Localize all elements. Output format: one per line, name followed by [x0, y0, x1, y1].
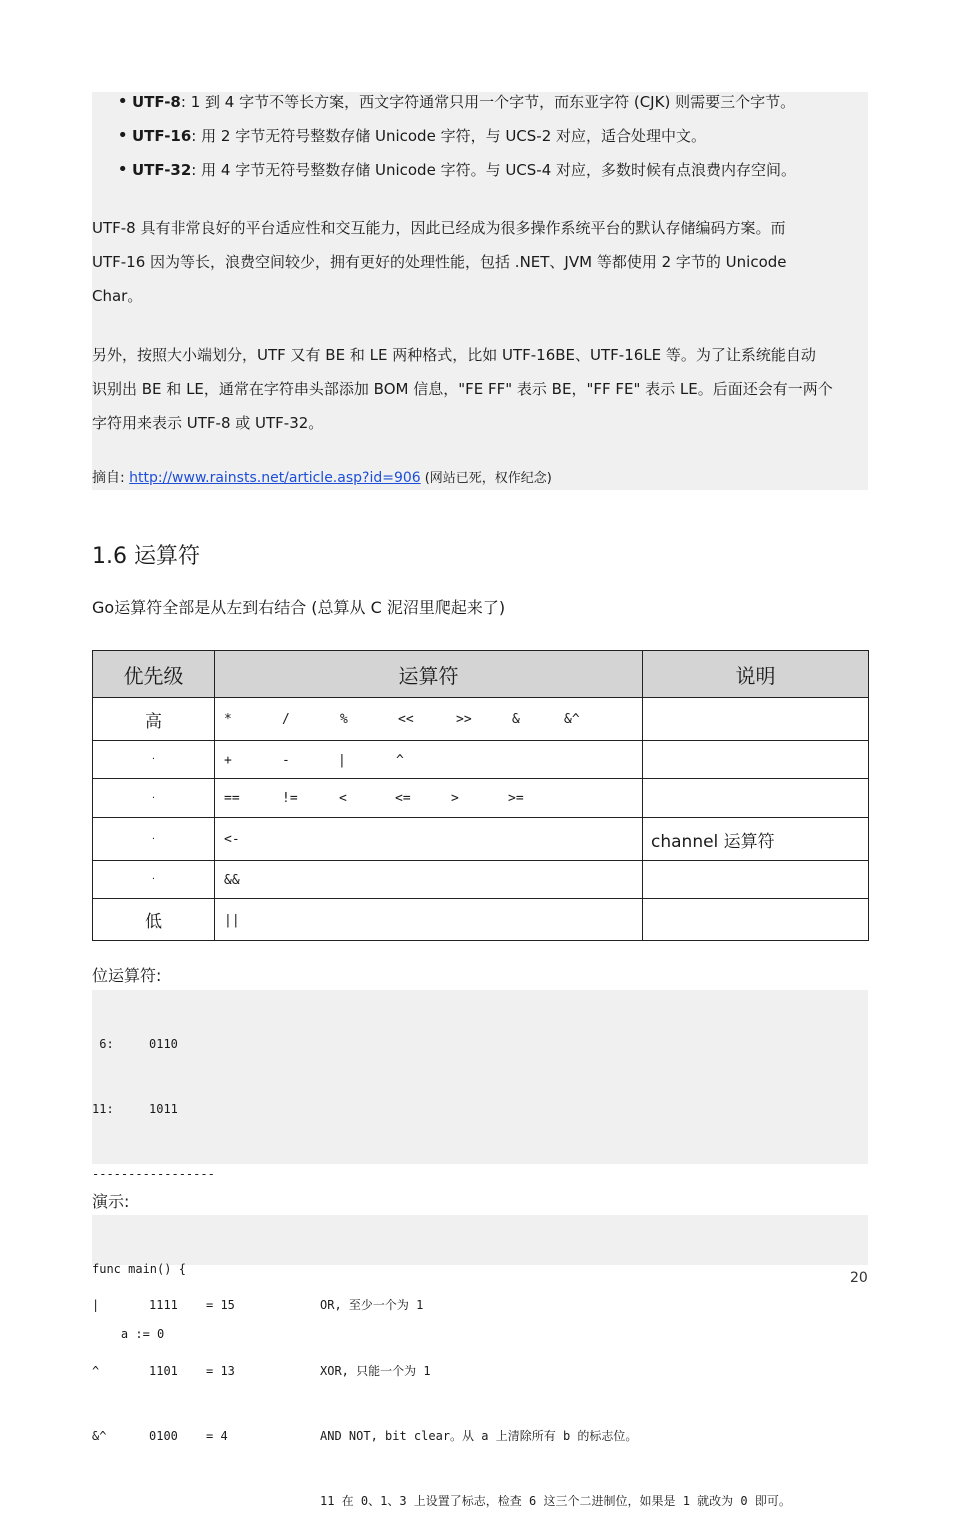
- operator: /: [282, 712, 290, 727]
- priority-cell: ·: [93, 741, 215, 779]
- priority-cell: 高: [93, 698, 215, 741]
- operators-cell: [215, 698, 643, 741]
- operator: |: [338, 752, 346, 768]
- section-heading: 1.6 运算符: [92, 544, 201, 569]
- source-link[interactable]: http://www.rainsts.net/article.asp?id=906: [129, 470, 421, 486]
- code-line: &^ 0100 = 4 AND NOT, bit clear。从 a 上清除所有 b 的标志位。: [92, 1428, 638, 1443]
- paragraph-utf8-summary: UTF-8 具有非常良好的平台适应性和交互能力，因此已经成为很多操作系统平台的默认存储编码方案。而 UTF-16 因为等长，浪费空间较少，拥有更好的处理性能，包括 .NET、JVM 等都使用 2 字节的 Unicode Char。: [92, 219, 787, 305]
- operator: >: [451, 791, 459, 806]
- priority-cell: ·: [93, 818, 215, 861]
- operator: <=: [395, 791, 411, 806]
- operators-cell: [215, 818, 643, 861]
- operator: <<: [398, 712, 414, 727]
- priority-cell: 低: [93, 899, 215, 941]
- operator: &&: [224, 872, 240, 888]
- header-priority: 优先级: [93, 651, 215, 698]
- bullet-utf32: • UTF-32: 用 4 字节无符号整数存储 Unicode 字符。与 UCS-4 对应，多数时候有点浪费内存空间。: [117, 159, 797, 180]
- description-cell: [643, 899, 869, 941]
- operator: >>: [456, 712, 472, 727]
- code-line: a := 0: [92, 1326, 165, 1341]
- code-line: -----------------: [92, 1167, 215, 1182]
- operator: +: [224, 752, 232, 768]
- operator: >=: [508, 791, 524, 806]
- operators-cell: [215, 861, 643, 899]
- operator: ||: [224, 912, 240, 928]
- description-cell: channel 运算符: [643, 818, 869, 861]
- table-row: [93, 741, 869, 779]
- operator: *: [224, 712, 232, 727]
- header-description: 说明: [643, 651, 869, 698]
- bullet-utf8: • UTF-8: 1 到 4 字节不等长方案，西文字符通常只用一个字节，而东亚字符 (CJK) 则需要三个字节。: [117, 91, 796, 112]
- operator: &: [512, 712, 520, 727]
- table-row: [93, 899, 869, 941]
- description-cell: [643, 861, 869, 899]
- description-cell: [643, 779, 869, 818]
- operator: &^: [564, 712, 580, 727]
- operator: ==: [224, 791, 240, 806]
- code-line: 11: 1011: [92, 1101, 178, 1116]
- table-row: [93, 779, 869, 818]
- operator: %: [340, 712, 348, 727]
- table-row: [93, 818, 869, 861]
- operator: <-: [224, 832, 240, 847]
- operator-precedence-table: [92, 650, 869, 941]
- code-line: ^ 1101 = 13 XOR, 只能一个为 1: [92, 1363, 431, 1378]
- code-line: | 1111 = 15 OR, 至少一个为 1: [92, 1298, 424, 1313]
- code-line: 11 在 0、1、3 上设置了标志，检查 6 这三个二进制位，如果是 1 就改为 0 即可。: [320, 1494, 791, 1509]
- code-line: func main() {: [92, 1261, 186, 1276]
- description-cell: [643, 741, 869, 779]
- description-cell: [643, 698, 869, 741]
- header-operators: 运算符: [215, 651, 643, 698]
- operators-cell: [215, 741, 643, 779]
- operator: <: [339, 791, 347, 806]
- table-row: [93, 698, 869, 741]
- operator: ^: [396, 752, 404, 768]
- operators-cell: [215, 779, 643, 818]
- bullet-utf16: • UTF-16: 用 2 字节无符号整数存储 Unicode 字符，与 UCS-2 对应，适合处理中文。: [117, 125, 707, 146]
- priority-cell: ·: [93, 779, 215, 818]
- page-number: 20: [850, 1270, 868, 1286]
- priority-cell: ·: [93, 861, 215, 899]
- demo-label: 演示:: [92, 1192, 130, 1211]
- bitops-label: 位运算符:: [92, 966, 162, 985]
- table-row: [93, 861, 869, 899]
- operators-cell: [215, 899, 643, 941]
- table-header-row: [93, 651, 869, 698]
- operator: !=: [282, 791, 298, 806]
- source-citation: 摘自: http://www.rainsts.net/article.asp?id=906 (网站已死，权作纪念): [92, 470, 552, 486]
- intro-text: Go运算符全部是从左到右结合 (总算从 C 泥沼里爬起来了): [92, 598, 506, 617]
- code-line: 6: 0110: [92, 1036, 178, 1051]
- operator: -: [282, 752, 290, 768]
- paragraph-byte-order: 另外，按照大小端划分，UTF 又有 BE 和 LE 两种格式，比如 UTF-16BE、UTF-16LE 等。为了让系统能自动 识别出 BE 和 LE，通常在字符串头部添加 BOM 信息，"FE FF" 表示 BE，"FF FE" 表示 LE。后面还会有一两个 字符用来表示 UTF-8 或 UTF-32。: [92, 346, 833, 432]
